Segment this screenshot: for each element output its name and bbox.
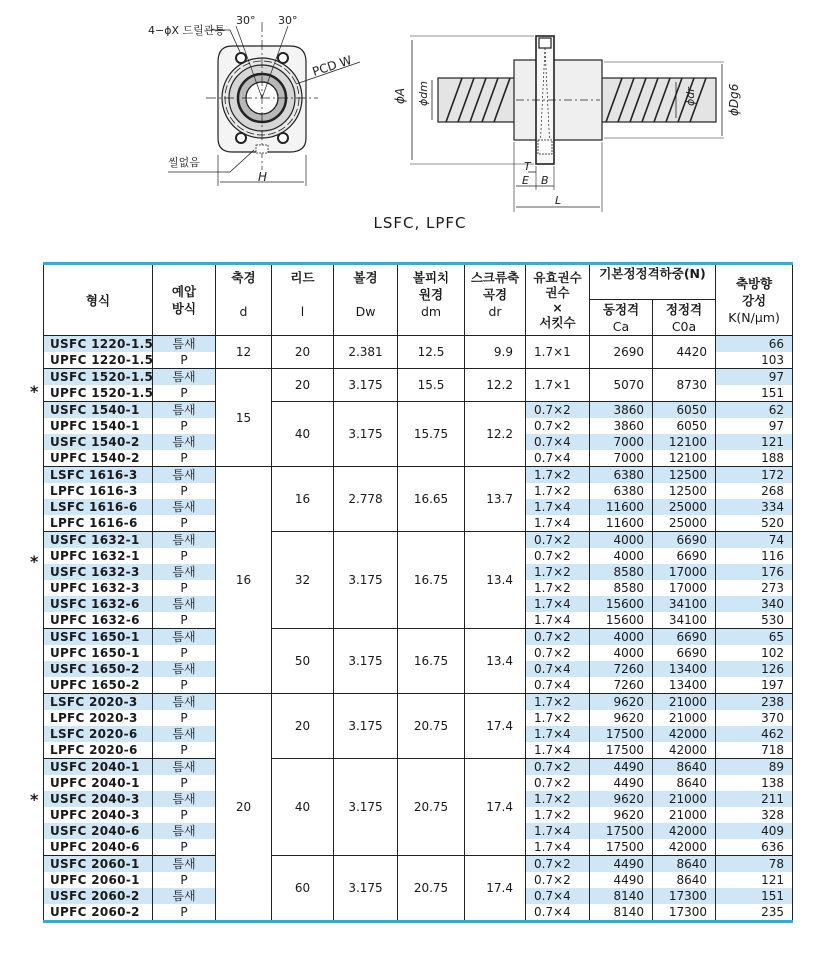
header-turns: 유효권수 권수 × 서킷수 <box>526 264 590 336</box>
c0a-cell: 13400 <box>653 661 716 677</box>
pitch-cell: 16.75 <box>398 532 465 629</box>
stiffness-cell: 151 <box>716 385 793 402</box>
model-cell: UPFC 1650-1 <box>44 645 153 661</box>
stiffness-cell: 718 <box>716 742 793 759</box>
model-cell: USFC 1520-1.5 <box>44 369 153 386</box>
turns-cell: 1.7×4 <box>526 612 590 629</box>
model-cell: UPFC 2040-1 <box>44 775 153 791</box>
preload-cell: 틈새 <box>153 856 216 873</box>
model-cell: USFC 2040-1 <box>44 759 153 776</box>
preload-cell: 틈새 <box>153 661 216 677</box>
model-cell: UPFC 1520-1.5 <box>44 385 153 402</box>
header-static: 정정격 C0a <box>653 300 716 336</box>
c0a-cell: 34100 <box>653 612 716 629</box>
phi-dm-label: ϕdm <box>417 81 430 106</box>
ca-cell: 11600 <box>590 499 653 515</box>
turns-cell: 0.7×2 <box>526 532 590 549</box>
c0a-cell: 17300 <box>653 888 716 904</box>
ca-cell: 4000 <box>590 548 653 564</box>
header-lead: 리드 l <box>272 264 334 336</box>
ca-cell: 6380 <box>590 483 653 499</box>
turns-cell: 1.7×4 <box>526 742 590 759</box>
preload-cell: 틈새 <box>153 434 216 450</box>
stiffness-cell: 530 <box>716 612 793 629</box>
turns-cell: 0.7×2 <box>526 629 590 646</box>
turns-cell: 1.7×2 <box>526 564 590 580</box>
model-cell: LPFC 2020-3 <box>44 710 153 726</box>
header-dynamic: 동정격 Ca <box>590 300 653 336</box>
b-label: B <box>541 174 549 187</box>
preload-cell: P <box>153 515 216 532</box>
nut-side-view <box>410 36 724 212</box>
preload-cell: 틈새 <box>153 499 216 515</box>
lead-cell: 20 <box>272 336 334 369</box>
pitch-cell: 16.65 <box>398 467 465 532</box>
stiffness-cell: 97 <box>716 369 793 386</box>
c0a-cell: 17300 <box>653 904 716 922</box>
model-cell: UPFC 1632-6 <box>44 612 153 629</box>
model-cell: UPFC 2060-1 <box>44 872 153 888</box>
preload-cell: P <box>153 418 216 434</box>
preload-cell: 틈새 <box>153 791 216 807</box>
c0a-cell: 34100 <box>653 596 716 612</box>
pitch-cell: 20.75 <box>398 856 465 922</box>
stiffness-cell: 370 <box>716 710 793 726</box>
stiffness-cell: 176 <box>716 564 793 580</box>
root-cell: 13.7 <box>465 467 526 532</box>
turns-cell: 1.7×2 <box>526 807 590 823</box>
pitch-cell: 20.75 <box>398 759 465 856</box>
root-cell: 12.2 <box>465 402 526 467</box>
model-cell: USFC 2040-6 <box>44 823 153 839</box>
turns-cell: 0.7×4 <box>526 888 590 904</box>
ca-cell: 15600 <box>590 596 653 612</box>
c0a-cell: 17000 <box>653 564 716 580</box>
ca-cell: 7260 <box>590 677 653 694</box>
c0a-cell: 12100 <box>653 450 716 467</box>
ca-cell: 8140 <box>590 888 653 904</box>
preload-cell: 틈새 <box>153 564 216 580</box>
preload-cell: P <box>153 807 216 823</box>
turns-cell: 1.7×2 <box>526 694 590 711</box>
c0a-cell: 17000 <box>653 580 716 596</box>
preload-cell: 틈새 <box>153 402 216 419</box>
c0a-cell: 21000 <box>653 710 716 726</box>
model-cell: LPFC 2020-6 <box>44 742 153 759</box>
preload-cell: P <box>153 872 216 888</box>
star-marker: * <box>30 790 39 809</box>
ca-cell: 9620 <box>590 710 653 726</box>
preload-cell: 틈새 <box>153 336 216 353</box>
turns-cell: 1.7×2 <box>526 791 590 807</box>
preload-cell: P <box>153 677 216 694</box>
turns-cell: 1.7×4 <box>526 823 590 839</box>
preload-cell: 틈새 <box>153 467 216 484</box>
root-cell: 17.4 <box>465 856 526 922</box>
turns-cell: 0.7×2 <box>526 548 590 564</box>
stiffness-cell: 273 <box>716 580 793 596</box>
pitch-cell: 20.75 <box>398 694 465 759</box>
h-dimension-label: H <box>258 170 268 184</box>
c0a-cell: 8640 <box>653 775 716 791</box>
ca-cell: 4490 <box>590 775 653 791</box>
root-cell: 13.4 <box>465 629 526 694</box>
stiffness-cell: 238 <box>716 694 793 711</box>
model-cell: USFC 2060-2 <box>44 888 153 904</box>
c0a-cell: 42000 <box>653 742 716 759</box>
header-load-group: 기본정정격하중(N) <box>590 264 716 300</box>
model-cell: UPFC 1540-1 <box>44 418 153 434</box>
t-label: T <box>524 160 531 173</box>
ca-cell: 7260 <box>590 661 653 677</box>
header-root: 스크류축 곡경 dr <box>465 264 526 336</box>
drawing-caption: LSFC, LPFC <box>373 214 467 232</box>
preload-cell: P <box>153 483 216 499</box>
model-cell: LPFC 1616-6 <box>44 515 153 532</box>
lead-cell: 40 <box>272 759 334 856</box>
c0a-cell: 13400 <box>653 677 716 694</box>
turns-cell: 1.7×2 <box>526 580 590 596</box>
ca-cell: 6380 <box>590 467 653 484</box>
ca-cell: 7000 <box>590 434 653 450</box>
lead-cell: 20 <box>272 369 334 402</box>
c0a-cell: 6690 <box>653 532 716 549</box>
model-cell: LPFC 1616-3 <box>44 483 153 499</box>
ca-cell: 9620 <box>590 807 653 823</box>
root-cell: 9.9 <box>465 336 526 369</box>
ball-cell: 2.381 <box>334 336 398 369</box>
preload-cell: P <box>153 904 216 922</box>
c0a-cell: 6050 <box>653 418 716 434</box>
star-marker: * <box>30 552 39 571</box>
shaft-cell: 20 <box>216 694 272 922</box>
model-cell: USFC 1650-2 <box>44 661 153 677</box>
c0a-cell: 42000 <box>653 823 716 839</box>
preload-cell: 틈새 <box>153 694 216 711</box>
stiffness-cell: 97 <box>716 418 793 434</box>
root-cell: 17.4 <box>465 759 526 856</box>
table-row <box>44 856 793 873</box>
ball-cell: 3.175 <box>334 629 398 694</box>
stiffness-cell: 151 <box>716 888 793 904</box>
ca-cell: 9620 <box>590 694 653 711</box>
model-cell: UPFC 2040-6 <box>44 839 153 856</box>
model-cell: UPFC 2040-3 <box>44 807 153 823</box>
ca-cell: 11600 <box>590 515 653 532</box>
c0a-cell: 21000 <box>653 807 716 823</box>
stiffness-cell: 103 <box>716 352 793 369</box>
preload-cell: P <box>153 580 216 596</box>
turns-cell: 0.7×4 <box>526 434 590 450</box>
ca-cell: 17500 <box>590 839 653 856</box>
preload-cell: P <box>153 742 216 759</box>
c0a-cell: 8640 <box>653 856 716 873</box>
ca-cell: 2690 <box>590 336 653 369</box>
ca-cell: 4490 <box>590 856 653 873</box>
stiffness-cell: 268 <box>716 483 793 499</box>
pcd-label: PCD W <box>310 53 354 79</box>
c0a-cell: 6690 <box>653 645 716 661</box>
preload-cell: 틈새 <box>153 532 216 549</box>
stiffness-cell: 340 <box>716 596 793 612</box>
preload-cell: P <box>153 548 216 564</box>
e-label: E <box>522 174 529 187</box>
preload-cell: P <box>153 775 216 791</box>
stiffness-cell: 74 <box>716 532 793 549</box>
root-cell: 12.2 <box>465 369 526 402</box>
ball-nut-drawing <box>0 0 840 212</box>
header-shaft: 축경 d <box>216 264 272 336</box>
drill-label: 4−ϕX 드릴관통 <box>148 24 226 37</box>
ca-cell: 7000 <box>590 450 653 467</box>
table-row <box>44 369 793 386</box>
ca-cell: 4490 <box>590 872 653 888</box>
header-preload: 예압 방식 <box>153 264 216 336</box>
turns-cell: 0.7×4 <box>526 677 590 694</box>
preload-cell: 틈새 <box>153 629 216 646</box>
phi-dg6-label: ϕDg6 <box>727 83 741 116</box>
stiffness-cell: 89 <box>716 759 793 776</box>
ca-cell: 9620 <box>590 791 653 807</box>
table-row <box>44 759 793 776</box>
table-row <box>44 629 793 646</box>
model-cell: USFC 1632-6 <box>44 596 153 612</box>
turns-cell: 0.7×4 <box>526 661 590 677</box>
stiffness-cell: 462 <box>716 726 793 742</box>
ball-cell: 2.778 <box>334 467 398 532</box>
c0a-cell: 42000 <box>653 839 716 856</box>
turns-cell: 0.7×2 <box>526 759 590 776</box>
ca-cell: 17500 <box>590 742 653 759</box>
lead-cell: 50 <box>272 629 334 694</box>
model-cell: UPFC 1220-1.5 <box>44 352 153 369</box>
header-model: 형식 <box>44 264 153 336</box>
turns-cell: 1.7×1 <box>526 336 590 369</box>
turns-cell: 1.7×2 <box>526 710 590 726</box>
turns-cell: 0.7×2 <box>526 872 590 888</box>
star-marker: * <box>30 382 39 401</box>
stiffness-cell: 66 <box>716 336 793 353</box>
pitch-cell: 16.75 <box>398 629 465 694</box>
ball-cell: 3.175 <box>334 369 398 402</box>
ca-cell: 17500 <box>590 726 653 742</box>
stiffness-cell: 636 <box>716 839 793 856</box>
ca-cell: 3860 <box>590 418 653 434</box>
stiffness-cell: 126 <box>716 661 793 677</box>
model-cell: USFC 1632-1 <box>44 532 153 549</box>
lead-cell: 16 <box>272 467 334 532</box>
stiffness-cell: 197 <box>716 677 793 694</box>
l-label: L <box>555 194 562 207</box>
preload-cell: P <box>153 450 216 467</box>
turns-cell: 1.7×4 <box>526 499 590 515</box>
turns-cell: 0.7×2 <box>526 645 590 661</box>
preload-cell: P <box>153 710 216 726</box>
angle-label-left: 30° <box>236 14 256 27</box>
ca-cell: 4490 <box>590 759 653 776</box>
table-row <box>44 694 793 711</box>
stiffness-cell: 334 <box>716 499 793 515</box>
preload-cell: P <box>153 645 216 661</box>
c0a-cell: 21000 <box>653 791 716 807</box>
stiffness-cell: 172 <box>716 467 793 484</box>
model-cell: UPFC 1632-1 <box>44 548 153 564</box>
ca-cell: 17500 <box>590 823 653 839</box>
c0a-cell: 12100 <box>653 434 716 450</box>
ca-cell: 4000 <box>590 532 653 549</box>
turns-cell: 1.7×4 <box>526 839 590 856</box>
turns-cell: 1.7×1 <box>526 369 590 402</box>
stiffness-cell: 121 <box>716 872 793 888</box>
shaft-cell: 12 <box>216 336 272 369</box>
table-row <box>44 336 793 353</box>
turns-cell: 1.7×2 <box>526 467 590 484</box>
turns-cell: 0.7×2 <box>526 402 590 419</box>
c0a-cell: 21000 <box>653 694 716 711</box>
c0a-cell: 8640 <box>653 759 716 776</box>
model-cell: USFC 2040-3 <box>44 791 153 807</box>
preload-cell: 틈새 <box>153 888 216 904</box>
header-stiffness: 축방향 강성 K(N/μm) <box>716 264 793 336</box>
stiffness-cell: 520 <box>716 515 793 532</box>
ball-cell: 3.175 <box>334 532 398 629</box>
spec-table <box>43 262 793 923</box>
preload-cell: 틈새 <box>153 759 216 776</box>
lead-cell: 40 <box>272 402 334 467</box>
model-cell: USFC 1220-1.5 <box>44 336 153 353</box>
turns-cell: 1.7×4 <box>526 596 590 612</box>
ball-cell: 3.175 <box>334 856 398 922</box>
turns-cell: 0.7×2 <box>526 856 590 873</box>
preload-cell: P <box>153 612 216 629</box>
c0a-cell: 6690 <box>653 629 716 646</box>
ball-cell: 3.175 <box>334 694 398 759</box>
preload-cell: 틈새 <box>153 726 216 742</box>
model-cell: USFC 1650-1 <box>44 629 153 646</box>
preload-cell: 틈새 <box>153 369 216 386</box>
pitch-cell: 15.5 <box>398 369 465 402</box>
c0a-cell: 8640 <box>653 872 716 888</box>
model-cell: LSFC 1616-3 <box>44 467 153 484</box>
preload-cell: P <box>153 352 216 369</box>
model-cell: USFC 1632-3 <box>44 564 153 580</box>
pitch-cell: 12.5 <box>398 336 465 369</box>
model-cell: UPFC 1540-2 <box>44 450 153 467</box>
header-ball: 볼경 Dw <box>334 264 398 336</box>
pitch-cell: 15.75 <box>398 402 465 467</box>
c0a-cell: 8730 <box>653 369 716 402</box>
phi-a-label: ϕA <box>393 87 407 104</box>
stiffness-cell: 78 <box>716 856 793 873</box>
c0a-cell: 25000 <box>653 499 716 515</box>
stiffness-cell: 121 <box>716 434 793 450</box>
turns-cell: 1.7×4 <box>526 515 590 532</box>
preload-cell: P <box>153 839 216 856</box>
turns-cell: 1.7×2 <box>526 483 590 499</box>
ball-cell: 3.175 <box>334 759 398 856</box>
header-pitch: 볼피치 원경 dm <box>398 264 465 336</box>
seal-label: 씰없음 <box>168 156 200 169</box>
ca-cell: 4000 <box>590 629 653 646</box>
c0a-cell: 25000 <box>653 515 716 532</box>
stiffness-cell: 211 <box>716 791 793 807</box>
shaft-cell: 15 <box>216 369 272 467</box>
stiffness-cell: 62 <box>716 402 793 419</box>
stiffness-cell: 235 <box>716 904 793 922</box>
c0a-cell: 42000 <box>653 726 716 742</box>
ca-cell: 5070 <box>590 369 653 402</box>
stiffness-cell: 138 <box>716 775 793 791</box>
turns-cell: 0.7×2 <box>526 418 590 434</box>
stiffness-cell: 65 <box>716 629 793 646</box>
stiffness-cell: 116 <box>716 548 793 564</box>
model-cell: USFC 2060-1 <box>44 856 153 873</box>
stiffness-cell: 102 <box>716 645 793 661</box>
model-cell: LSFC 1616-6 <box>44 499 153 515</box>
ca-cell: 8140 <box>590 904 653 922</box>
ca-cell: 8580 <box>590 580 653 596</box>
preload-cell: P <box>153 385 216 402</box>
preload-cell: 틈새 <box>153 823 216 839</box>
table-row <box>44 532 793 549</box>
model-cell: USFC 1540-1 <box>44 402 153 419</box>
ca-cell: 3860 <box>590 402 653 419</box>
c0a-cell: 12500 <box>653 483 716 499</box>
lead-cell: 20 <box>272 694 334 759</box>
ca-cell: 15600 <box>590 612 653 629</box>
phi-dr-label: ϕdr <box>684 87 697 106</box>
model-cell: UPFC 1650-2 <box>44 677 153 694</box>
model-cell: LSFC 2020-6 <box>44 726 153 742</box>
table-row <box>44 467 793 484</box>
c0a-cell: 6050 <box>653 402 716 419</box>
root-cell: 13.4 <box>465 532 526 629</box>
model-cell: UPFC 1632-3 <box>44 580 153 596</box>
stiffness-cell: 328 <box>716 807 793 823</box>
angle-label-right: 30° <box>278 14 298 27</box>
ca-cell: 4000 <box>590 645 653 661</box>
c0a-cell: 4420 <box>653 336 716 369</box>
shaft-cell: 16 <box>216 467 272 694</box>
model-cell: UPFC 2060-2 <box>44 904 153 922</box>
c0a-cell: 12500 <box>653 467 716 484</box>
turns-cell: 0.7×4 <box>526 904 590 922</box>
table-row <box>44 402 793 419</box>
preload-cell: 틈새 <box>153 596 216 612</box>
turns-cell: 1.7×4 <box>526 726 590 742</box>
turns-cell: 0.7×4 <box>526 450 590 467</box>
c0a-cell: 6690 <box>653 548 716 564</box>
model-cell: LSFC 2020-3 <box>44 694 153 711</box>
ca-cell: 8580 <box>590 564 653 580</box>
turns-cell: 0.7×2 <box>526 775 590 791</box>
lead-cell: 32 <box>272 532 334 629</box>
lead-cell: 60 <box>272 856 334 922</box>
stiffness-cell: 188 <box>716 450 793 467</box>
model-cell: USFC 1540-2 <box>44 434 153 450</box>
stiffness-cell: 409 <box>716 823 793 839</box>
ball-cell: 3.175 <box>334 402 398 467</box>
root-cell: 17.4 <box>465 694 526 759</box>
